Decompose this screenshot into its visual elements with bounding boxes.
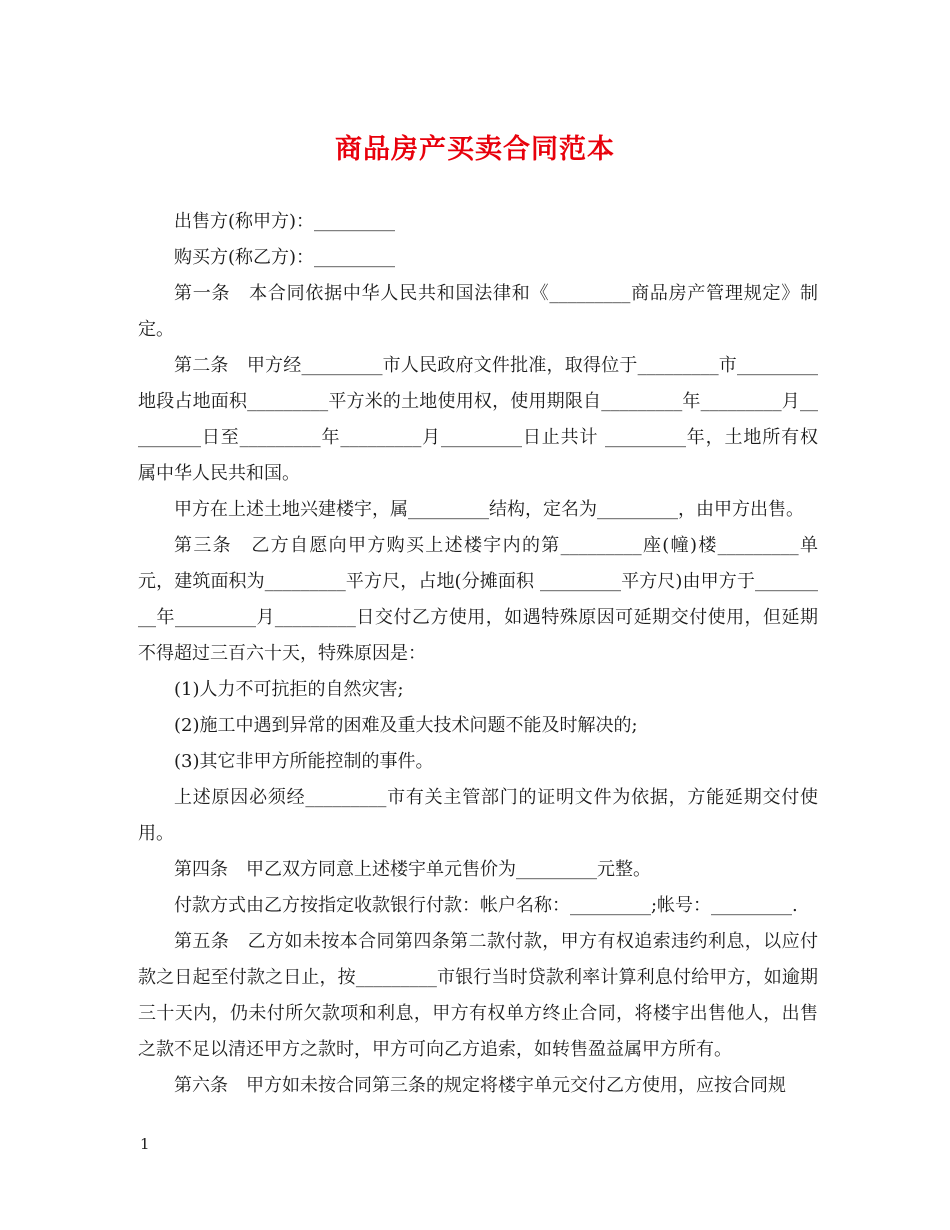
article-2-building: 甲方在上述土地兴建楼宇，属_________结构，定名为_________，由甲方出售。: [174, 499, 804, 520]
reason-3: (3)其它非甲方所能控制的事件。: [174, 751, 434, 772]
document-body: [138, 204, 818, 1104]
article-2: 第二条 甲方经_________市人民政府文件批准，取得位于_________市_________地段占地面积_________平方米的土地使用权，使用期限自_________年_________月_________日至_________年_________月_________日止共计 _________年，土地所有权属中华人民共和国。: [138, 355, 818, 484]
payment-method: 付款方式由乙方按指定收款银行付款：帐户名称：_________;帐号：_________.: [174, 895, 798, 916]
article-1: 第一条 本合同依据中华人民共和国法律和《_________商品房产管理规定》制定。: [138, 283, 818, 340]
page-number: 1: [140, 1135, 150, 1153]
reason-1: (1)人力不可抗拒的自然灾害;: [174, 679, 404, 700]
document-title: 商品房产买卖合同范本: [335, 134, 615, 165]
article-3: 第三条 乙方自愿向甲方购买上述楼宇内的第_________座(幢)楼_________单元，建筑面积为_________平方尺，占地(分摊面积 _________平方尺)由甲方于_________年_________月_________日交付乙方使用，如遇特殊原因可延期交付使用，但延期不得超过三百六十天，特殊原因是：: [138, 535, 818, 664]
article-6: 第六条 甲方如未按合同第三条的规定将楼宇单元交付乙方使用，应按合同规: [174, 1075, 786, 1096]
buyer-line: 购买方(称乙方)：_________: [174, 247, 396, 268]
delay-proof-clause: 上述原因必须经_________市有关主管部门的证明文件为依据，方能延期交付使用。: [138, 787, 818, 844]
seller-line: 出售方(称甲方)：_________: [174, 211, 396, 232]
article-4: 第四条 甲乙双方同意上述楼宇单元售价为_________元整。: [174, 859, 651, 880]
reason-2: (2)施工中遇到异常的困难及重大技术问题不能及时解决的;: [174, 715, 638, 736]
article-5: 第五条 乙方如未按本合同第四条第二款付款，甲方有权追索违约利息，以应付款之日起至付款之日止，按_________市银行当时贷款利率计算利息付给甲方，如逾期三十天内，仍未付所欠款项和利息，甲方有权单方终止合同，将楼宇出售他人，出售之款不足以清还甲方之款时，甲方可向乙方追索，如转售盈益属甲方所有。: [138, 931, 818, 1060]
